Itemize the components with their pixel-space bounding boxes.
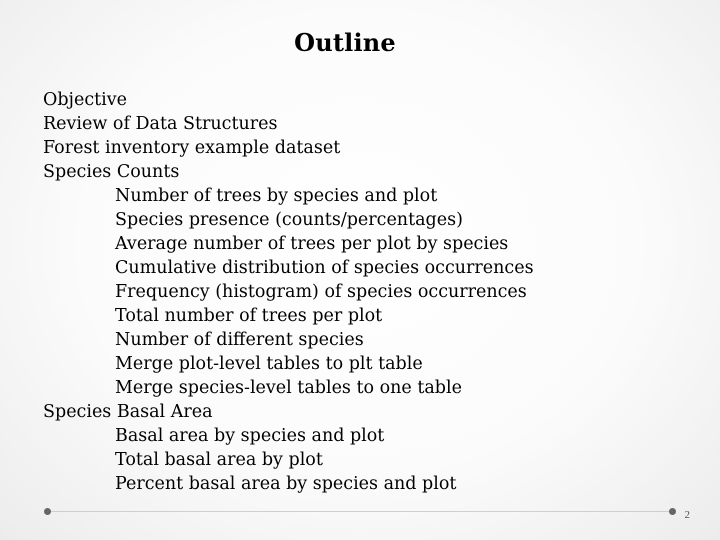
outline-subitem: Cumulative distribution of species occurrences bbox=[115, 258, 534, 278]
outline-list bbox=[43, 88, 534, 496]
outline-subitem: Percent basal area by species and plot bbox=[115, 474, 457, 494]
outline-subitem: Total number of trees per plot bbox=[115, 306, 383, 326]
outline-item: Objective bbox=[43, 90, 128, 110]
outline-subitem: Species presence (counts/percentages) bbox=[115, 210, 463, 230]
footer-dot-right bbox=[669, 508, 676, 515]
outline-subitem: Number of different species bbox=[115, 330, 364, 350]
outline-subitem: Total basal area by plot bbox=[115, 450, 323, 470]
outline-subitem: Merge species-level tables to one table bbox=[115, 378, 462, 398]
outline-item: Species Counts bbox=[43, 162, 180, 182]
outline-item: Forest inventory example dataset bbox=[43, 138, 341, 158]
slide-title: Outline bbox=[294, 28, 396, 57]
outline-item: Review of Data Structures bbox=[43, 114, 278, 134]
page-number: 2 bbox=[684, 509, 690, 521]
outline-subitem: Number of trees by species and plot bbox=[115, 186, 438, 206]
outline-subitem: Frequency (histogram) of species occurrences bbox=[115, 282, 527, 302]
outline-subitem: Merge plot-level tables to plt table bbox=[115, 354, 423, 374]
footer-dot-left bbox=[44, 508, 51, 515]
outline-item: Species Basal Area bbox=[43, 402, 213, 422]
footer-line bbox=[48, 511, 676, 512]
outline-subitem: Average number of trees per plot by species bbox=[115, 234, 509, 254]
outline-subitem: Basal area by species and plot bbox=[115, 426, 385, 446]
footer-rule bbox=[40, 506, 684, 518]
